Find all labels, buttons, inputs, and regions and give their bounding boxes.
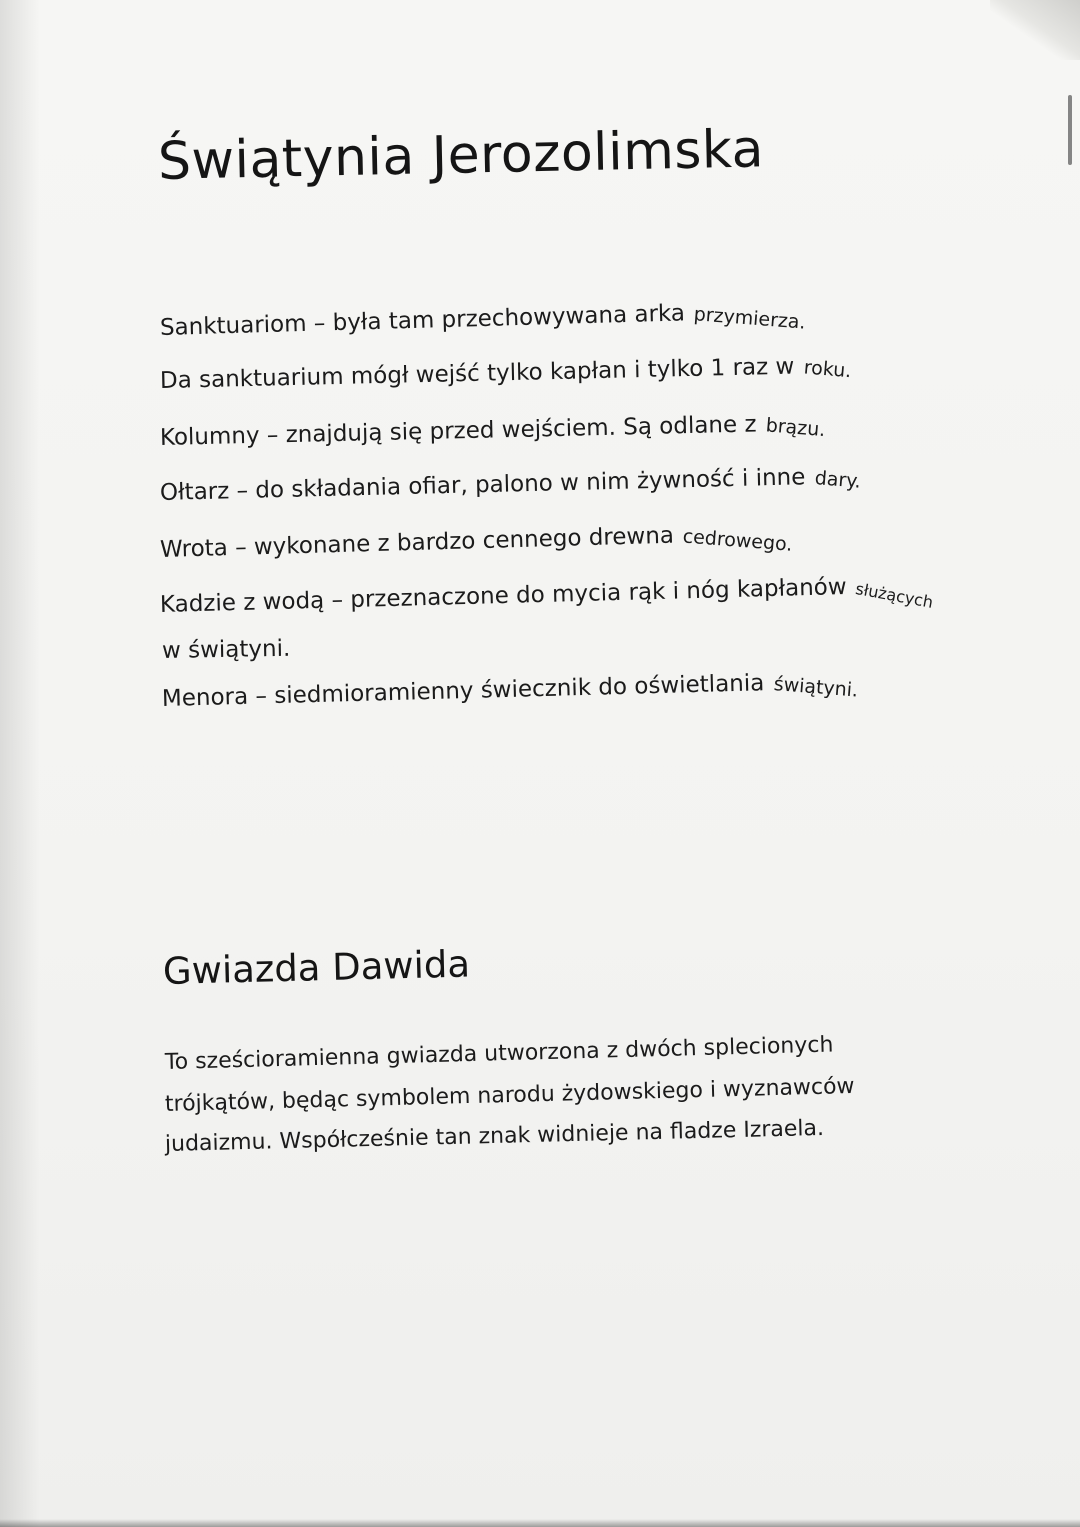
line-main: Kadzie z wodą – przeznaczone do mycia rąk i nóg kapłanów <box>159 573 855 618</box>
line-ending: świątyni. <box>772 673 859 702</box>
page-edge-mark <box>1068 95 1072 165</box>
line-ending: brązu. <box>764 414 827 442</box>
line-ending: cedrowego. <box>682 525 794 556</box>
line-main: Menora – siedmioramienny świecznik do oświetlania <box>161 670 772 712</box>
text-line-kolumny <box>160 410 826 451</box>
paragraph-line: trójkątów, będąc symbolem narodu żydowskiego i wyznawców <box>164 1073 855 1117</box>
paragraph-line: To sześcioramienna gwiazda utworzona z dwóch splecionych <box>164 1032 834 1075</box>
line-main: Da sanktuarium mógł wejść tylko kapłan i tylko 1 raz w <box>159 353 802 394</box>
line-main: Ołtarz – do składania ofiar, palono w nim żywność i inne <box>159 464 813 506</box>
section-title: Gwiazda Dawida <box>162 942 471 993</box>
text-line-oltarz <box>160 463 861 506</box>
text-line-kaplan <box>160 352 852 394</box>
paragraph-line: judaizmu. Współcześnie tan znak widnieje na fladze Izraela. <box>164 1115 825 1157</box>
line-ending: dary. <box>813 467 862 493</box>
page-shadow-bottom <box>0 1519 1080 1527</box>
text-line-kadzie-cont <box>162 636 293 664</box>
text-line-kadzie <box>160 572 935 618</box>
line-main: Kolumny – znajdują się przed wejściem. Są odlane z <box>159 411 765 451</box>
line-main: Sanktuariom – była tam przechowywana arka <box>159 300 693 341</box>
text-line-menora <box>162 668 859 712</box>
page-shadow-left <box>0 0 40 1527</box>
text-line-wrota <box>160 519 794 563</box>
text-line-sanktuarium <box>160 297 807 341</box>
line-ending: służących <box>854 578 935 612</box>
page-corner-fold <box>990 0 1080 60</box>
line-main: Wrota – wykonane z bardzo cennego drewna <box>159 522 682 563</box>
page-title: Świątynia Jerozolimska <box>157 119 765 192</box>
line-ending: przymierza. <box>693 303 807 334</box>
line-ending: roku. <box>802 356 852 383</box>
line-main: w świątyni. <box>161 635 291 664</box>
